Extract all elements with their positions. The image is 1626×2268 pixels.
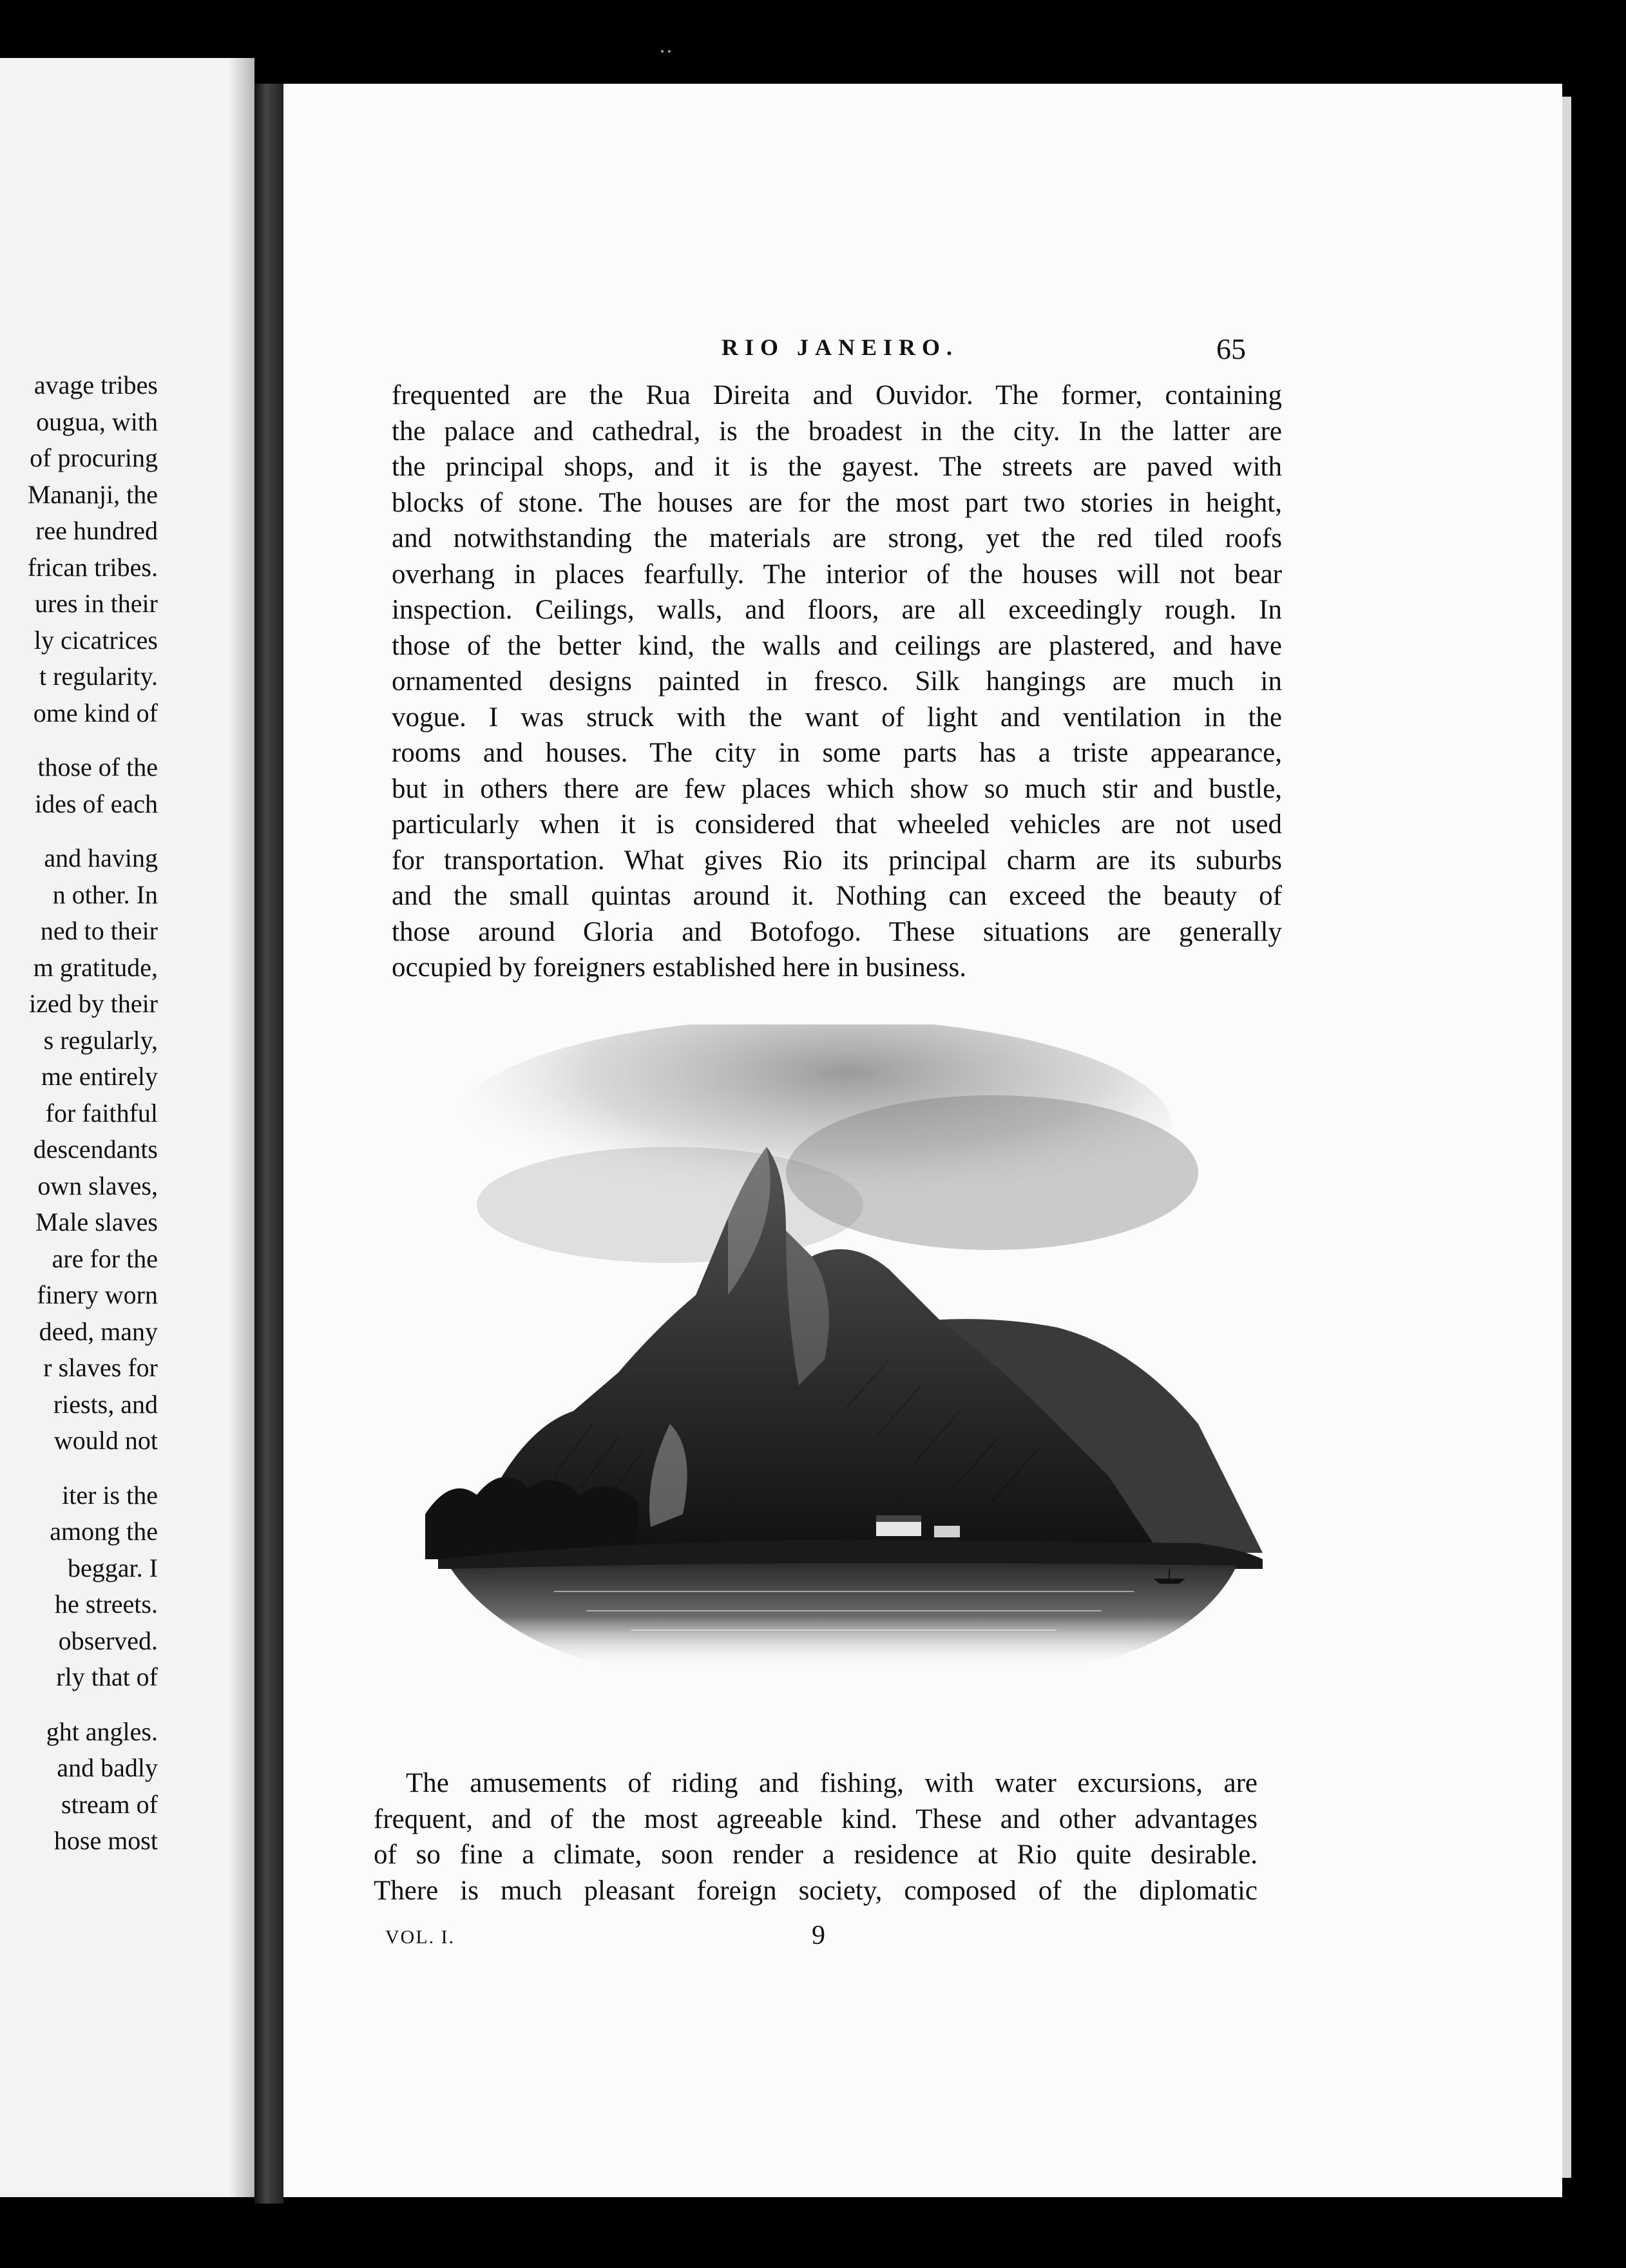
text-line: stream of [61,1789,158,1819]
text-line: those of the better kind, the walls and ceilings are plastered, and have [392,630,1282,661]
page-number: 65 [1216,332,1246,365]
text-line: occupied by foreigners established here in business. [392,952,966,983]
signature-mark: 9 [812,1921,825,1950]
text-line: and notwithstanding the materials are strong, yet the red tiled roofs [392,523,1282,553]
text-line: frican tribes. [27,552,158,582]
running-head: RIO JANEIRO. [722,334,959,360]
text-line: riests, and [53,1389,158,1419]
line-gap [0,822,158,840]
scan-mark: • • [660,45,672,58]
text-line: the palace and cathedral, is the broadest in the city. In the latter are [392,416,1282,447]
text-line: finery worn [37,1280,158,1309]
text-line: observed. [58,1626,158,1655]
line-gap [0,1696,158,1714]
text-line: ougua, with [36,407,158,436]
text-line: vogue. I was struck with the want of light and ventilation in the [392,702,1282,733]
text-line: for faithful [45,1098,158,1128]
text-line: blocks of stone. The houses are for the most part two stories in height, [392,487,1282,518]
text-line: r slaves for [43,1353,158,1382]
line-gap [0,731,158,749]
text-line: of so fine a climate, soon render a residence at Rio quite desirable. [374,1840,1258,1870]
text-line: The amusements of riding and fishing, with water excursions, are [406,1768,1258,1798]
text-line: hose most [53,1826,158,1855]
left-page-text [0,367,158,1860]
text-line: ornamented designs painted in fresco. Silk hangings are much in [392,666,1282,697]
text-line: he streets. [55,1590,158,1619]
text-line: frequent, and of the most agreeable kind. These and other advantages [374,1803,1258,1834]
text-line: ides of each [34,789,158,818]
text-line: iter is the [62,1480,158,1510]
text-line: and having [44,843,158,872]
text-line: among the [50,1517,158,1546]
left-page [0,58,254,2197]
text-line: descendants [33,1135,158,1164]
text-line: m gratitude, [33,952,158,982]
text-line: the principal shops, and it is the gayest. The streets are paved with [392,452,1282,482]
text-line: would not [53,1426,158,1455]
text-line: Mananji, the [27,479,158,509]
book-spine [254,84,283,2204]
text-line: ght angles. [46,1716,158,1746]
text-line: avage tribes [33,370,158,399]
text-line: n other. In [52,879,158,909]
text-line: of procuring [30,443,158,472]
page-edge [1562,97,1571,2178]
text-line: me entirely [41,1062,158,1091]
text-line: deed, many [39,1316,158,1346]
text-line: those around Gloria and Botofogo. These situations are generally [392,916,1282,947]
text-line: There is much pleasant foreign society, composed of the diplomatic [374,1875,1258,1906]
text-line: beggar. I [68,1553,158,1582]
top-paragraph [392,378,1282,986]
gutter-shadow [229,58,254,2197]
text-line: particularly when it is considered that wheeled vehicles are not used [392,809,1282,840]
text-line: ized by their [29,989,158,1018]
text-line: ned to their [40,916,158,945]
text-line: but in others there are few places which show so much stir and bustle, [392,773,1282,804]
text-line: s regularly, [43,1025,158,1055]
text-line: ures in their [34,589,158,618]
text-line: for transportation. What gives Rio its principal charm are its suburbs [392,845,1282,876]
text-line: frequented are the Rua Direita and Ouvidor. The former, containing [392,380,1282,410]
text-line: inspection. Ceilings, walls, and floors, are all exceedingly rough. In [392,595,1282,625]
text-line: overhang in places fearfully. The interior of the houses will not bear [392,559,1282,590]
text-line: ree hundred [35,516,158,545]
text-line: t regularity. [39,662,158,691]
text-line: those of the [37,753,158,782]
text-line: and the small quintas around it. Nothing can exceed the beauty of [392,881,1282,911]
bottom-paragraph [374,1765,1258,1908]
text-line: ome kind of [33,698,158,727]
text-line: and badly [57,1753,158,1782]
line-gap [0,1459,158,1477]
text-line: ly cicatrices [33,625,158,655]
engraving-illustration [425,1024,1282,1733]
text-line: rooms and houses. The city in some parts has a triste appearance, [392,738,1282,768]
footer-volume: VOL. I. [385,1927,455,1948]
text-line: Male slaves [35,1207,158,1236]
text-line: are for the [52,1244,158,1273]
text-line: rly that of [56,1662,158,1691]
text-line: own slaves, [37,1171,158,1200]
